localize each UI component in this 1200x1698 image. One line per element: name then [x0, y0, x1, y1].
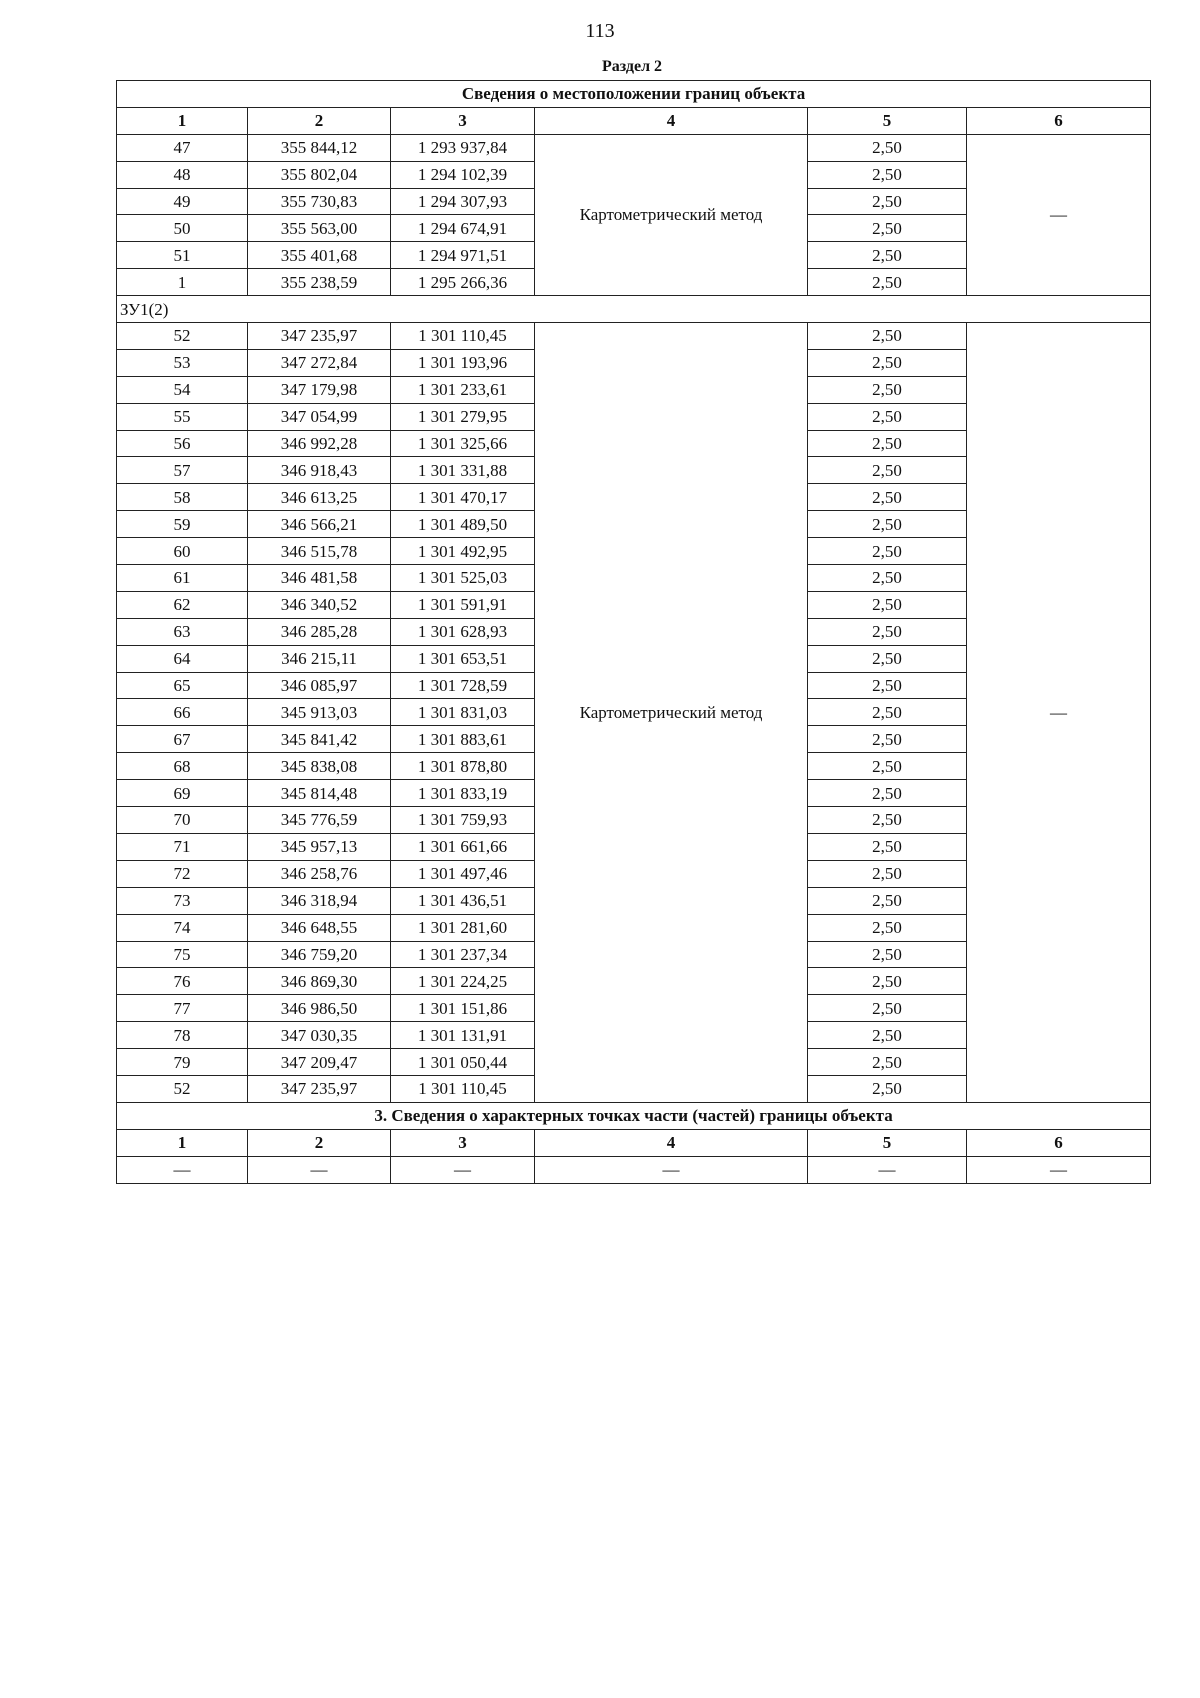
coordinate-x: 355 238,59 [248, 269, 391, 296]
coordinate-x: 347 272,84 [248, 349, 391, 376]
accuracy-value: 2,50 [808, 591, 967, 618]
point-number: 57 [117, 457, 248, 484]
accuracy-value: 2,50 [808, 753, 967, 780]
point-number: 54 [117, 376, 248, 403]
point-number: 62 [117, 591, 248, 618]
accuracy-value: 2,50 [808, 134, 967, 161]
coordinate-y: 1 301 661,66 [391, 833, 535, 860]
coordinate-x: 355 401,68 [248, 242, 391, 269]
point-number: 74 [117, 914, 248, 941]
subgroup-row [117, 296, 1151, 323]
coordinate-x: 347 235,97 [248, 1075, 391, 1102]
determination-method: Картометрический метод [535, 323, 808, 1103]
accuracy-value: 2,50 [808, 995, 967, 1022]
accuracy-value: 2,50 [808, 968, 967, 995]
table-heading: Сведения о местоположении границ объекта [117, 81, 1151, 108]
coordinate-x: 346 285,28 [248, 618, 391, 645]
point-number: 56 [117, 430, 248, 457]
coordinate-x: 346 986,50 [248, 995, 391, 1022]
accuracy-value: 2,50 [808, 860, 967, 887]
accuracy-value: 2,50 [808, 726, 967, 753]
empty-dash-cell: — [391, 1156, 535, 1183]
coordinate-x: 345 814,48 [248, 780, 391, 807]
coordinate-x: 346 566,21 [248, 511, 391, 538]
empty-dash-cell: — [117, 1156, 248, 1183]
parts-heading-row [117, 1102, 1151, 1129]
column-number: 4 [535, 1129, 808, 1156]
column-6-value: — [967, 323, 1151, 1103]
point-number: 79 [117, 1049, 248, 1076]
coordinate-y: 1 301 628,93 [391, 618, 535, 645]
accuracy-value: 2,50 [808, 376, 967, 403]
accuracy-value: 2,50 [808, 1075, 967, 1102]
determination-method: Картометрический метод [535, 134, 808, 295]
coordinate-y: 1 301 878,80 [391, 753, 535, 780]
coordinate-x: 345 957,13 [248, 833, 391, 860]
coordinate-x: 346 258,76 [248, 860, 391, 887]
empty-dash-cell: — [967, 1156, 1151, 1183]
point-number: 59 [117, 511, 248, 538]
coordinate-x: 347 030,35 [248, 1022, 391, 1049]
coordinate-x: 345 841,42 [248, 726, 391, 753]
coordinate-x: 346 515,78 [248, 538, 391, 565]
coordinate-x: 346 215,11 [248, 645, 391, 672]
point-number: 75 [117, 941, 248, 968]
coordinate-y: 1 301 131,91 [391, 1022, 535, 1049]
parts-heading: 3. Сведения о характерных точках части (частей) границы объекта [117, 1102, 1151, 1129]
table-row [117, 323, 1151, 350]
coordinate-x: 346 318,94 [248, 887, 391, 914]
coordinate-y: 1 301 653,51 [391, 645, 535, 672]
column-number: 1 [117, 107, 248, 134]
accuracy-value: 2,50 [808, 269, 967, 296]
column-number: 5 [808, 1129, 967, 1156]
coordinate-x: 347 209,47 [248, 1049, 391, 1076]
point-number: 70 [117, 807, 248, 834]
column-number: 2 [248, 1129, 391, 1156]
point-number: 68 [117, 753, 248, 780]
point-number: 58 [117, 484, 248, 511]
table-row [117, 134, 1151, 161]
point-number: 73 [117, 887, 248, 914]
accuracy-value: 2,50 [808, 1022, 967, 1049]
accuracy-value: 2,50 [808, 538, 967, 565]
column-number-row [117, 107, 1151, 134]
coordinate-y: 1 301 050,44 [391, 1049, 535, 1076]
coordinate-x: 345 776,59 [248, 807, 391, 834]
accuracy-value: 2,50 [808, 645, 967, 672]
coordinate-x: 347 054,99 [248, 403, 391, 430]
coordinate-x: 346 992,28 [248, 430, 391, 457]
column-number: 6 [967, 1129, 1151, 1156]
empty-dash-cell: — [248, 1156, 391, 1183]
point-number: 65 [117, 672, 248, 699]
accuracy-value: 2,50 [808, 242, 967, 269]
coordinate-y: 1 301 237,34 [391, 941, 535, 968]
point-number: 48 [117, 161, 248, 188]
point-number: 72 [117, 860, 248, 887]
accuracy-value: 2,50 [808, 511, 967, 538]
accuracy-value: 2,50 [808, 349, 967, 376]
section-title: Раздел 2 [601, 58, 663, 75]
point-number: 66 [117, 699, 248, 726]
accuracy-value: 2,50 [808, 887, 967, 914]
coordinate-x: 355 730,83 [248, 188, 391, 215]
accuracy-value: 2,50 [808, 565, 967, 592]
subgroup-label: ЗУ1(2) [117, 296, 1151, 323]
point-number: 60 [117, 538, 248, 565]
boundary-table [116, 80, 1151, 1184]
coordinate-x: 346 648,55 [248, 914, 391, 941]
point-number: 61 [117, 565, 248, 592]
page-number: 113 [585, 20, 615, 42]
point-number: 69 [117, 780, 248, 807]
coordinate-x: 346 340,52 [248, 591, 391, 618]
coordinate-x: 355 563,00 [248, 215, 391, 242]
coordinate-x: 346 481,58 [248, 565, 391, 592]
coordinate-y: 1 294 102,39 [391, 161, 535, 188]
coordinate-y: 1 301 193,96 [391, 349, 535, 376]
coordinate-y: 1 301 331,88 [391, 457, 535, 484]
accuracy-value: 2,50 [808, 161, 967, 188]
coordinate-x: 346 759,20 [248, 941, 391, 968]
table-heading-row [117, 81, 1151, 108]
coordinate-y: 1 294 307,93 [391, 188, 535, 215]
accuracy-value: 2,50 [808, 403, 967, 430]
coordinate-y: 1 301 233,61 [391, 376, 535, 403]
coordinate-y: 1 301 492,95 [391, 538, 535, 565]
accuracy-value: 2,50 [808, 457, 967, 484]
point-number: 53 [117, 349, 248, 376]
accuracy-value: 2,50 [808, 780, 967, 807]
coordinate-x: 346 869,30 [248, 968, 391, 995]
coordinate-y: 1 301 831,03 [391, 699, 535, 726]
point-number: 67 [117, 726, 248, 753]
point-number: 1 [117, 269, 248, 296]
accuracy-value: 2,50 [808, 430, 967, 457]
accuracy-value: 2,50 [808, 618, 967, 645]
accuracy-value: 2,50 [808, 484, 967, 511]
accuracy-value: 2,50 [808, 215, 967, 242]
point-number: 55 [117, 403, 248, 430]
parts-column-number-row [117, 1129, 1151, 1156]
point-number: 76 [117, 968, 248, 995]
point-number: 51 [117, 242, 248, 269]
coordinate-y: 1 301 224,25 [391, 968, 535, 995]
coordinate-x: 346 613,25 [248, 484, 391, 511]
coordinate-y: 1 293 937,84 [391, 134, 535, 161]
accuracy-value: 2,50 [808, 941, 967, 968]
coordinate-x: 355 802,04 [248, 161, 391, 188]
point-number: 63 [117, 618, 248, 645]
point-number: 77 [117, 995, 248, 1022]
coordinate-y: 1 301 281,60 [391, 914, 535, 941]
column-number: 3 [391, 107, 535, 134]
coordinate-y: 1 294 971,51 [391, 242, 535, 269]
coordinate-y: 1 301 833,19 [391, 780, 535, 807]
coordinate-x: 347 235,97 [248, 323, 391, 350]
coordinate-y: 1 301 110,45 [391, 323, 535, 350]
coordinate-x: 347 179,98 [248, 376, 391, 403]
coordinate-y: 1 301 110,45 [391, 1075, 535, 1102]
coordinate-y: 1 301 489,50 [391, 511, 535, 538]
point-number: 50 [117, 215, 248, 242]
coordinate-x: 346 918,43 [248, 457, 391, 484]
coordinate-x: 345 838,08 [248, 753, 391, 780]
coordinate-y: 1 301 759,93 [391, 807, 535, 834]
column-number: 3 [391, 1129, 535, 1156]
empty-dash-cell: — [535, 1156, 808, 1183]
accuracy-value: 2,50 [808, 699, 967, 726]
coordinate-y: 1 294 674,91 [391, 215, 535, 242]
coordinate-y: 1 301 728,59 [391, 672, 535, 699]
point-number: 64 [117, 645, 248, 672]
column-number: 1 [117, 1129, 248, 1156]
coordinate-y: 1 301 525,03 [391, 565, 535, 592]
empty-dash-cell: — [808, 1156, 967, 1183]
point-number: 52 [117, 1075, 248, 1102]
column-number: 2 [248, 107, 391, 134]
coordinate-y: 1 295 266,36 [391, 269, 535, 296]
coordinate-y: 1 301 591,91 [391, 591, 535, 618]
coordinate-y: 1 301 883,61 [391, 726, 535, 753]
coordinate-y: 1 301 325,66 [391, 430, 535, 457]
coordinate-y: 1 301 279,95 [391, 403, 535, 430]
coordinate-y: 1 301 497,46 [391, 860, 535, 887]
accuracy-value: 2,50 [808, 188, 967, 215]
point-number: 78 [117, 1022, 248, 1049]
accuracy-value: 2,50 [808, 672, 967, 699]
accuracy-value: 2,50 [808, 914, 967, 941]
coordinate-x: 345 913,03 [248, 699, 391, 726]
point-number: 52 [117, 323, 248, 350]
column-number: 4 [535, 107, 808, 134]
point-number: 47 [117, 134, 248, 161]
accuracy-value: 2,50 [808, 833, 967, 860]
coordinate-y: 1 301 470,17 [391, 484, 535, 511]
accuracy-value: 2,50 [808, 807, 967, 834]
coordinate-y: 1 301 436,51 [391, 887, 535, 914]
accuracy-value: 2,50 [808, 1049, 967, 1076]
parts-empty-row [117, 1156, 1151, 1183]
coordinate-x: 346 085,97 [248, 672, 391, 699]
column-number: 6 [967, 107, 1151, 134]
coordinate-y: 1 301 151,86 [391, 995, 535, 1022]
column-6-value: — [967, 134, 1151, 295]
coordinate-x: 355 844,12 [248, 134, 391, 161]
point-number: 49 [117, 188, 248, 215]
accuracy-value: 2,50 [808, 323, 967, 350]
column-number: 5 [808, 107, 967, 134]
point-number: 71 [117, 833, 248, 860]
